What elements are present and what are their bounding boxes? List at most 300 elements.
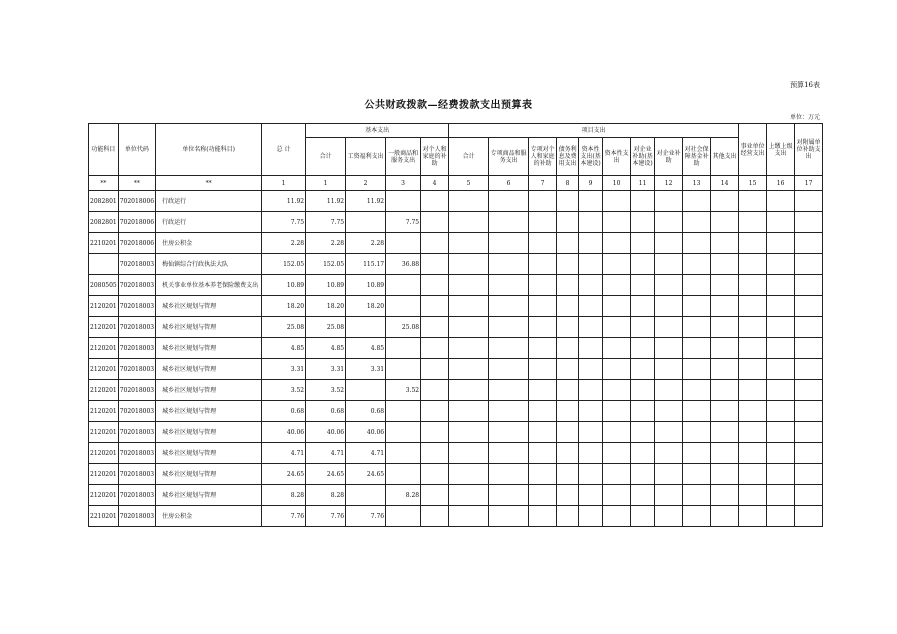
cell-name: 城乡社区规划与管理 (156, 317, 262, 338)
empty-cell (767, 275, 795, 296)
table-row (89, 506, 823, 527)
empty-cell (683, 464, 711, 485)
cell-personal (421, 401, 449, 422)
cell-total: 7.76 (262, 506, 306, 527)
cell-personal (421, 191, 449, 212)
table-row (89, 296, 823, 317)
empty-cell (631, 506, 655, 527)
cell-b_sum: 3.52 (306, 380, 346, 401)
empty-cell (557, 422, 579, 443)
empty-cell (631, 212, 655, 233)
cell-personal (421, 233, 449, 254)
cell-wage: 0.68 (346, 401, 386, 422)
empty-cell (739, 422, 767, 443)
empty-cell (557, 191, 579, 212)
empty-cell (711, 443, 739, 464)
empty-cell (603, 338, 631, 359)
empty-cell (579, 233, 603, 254)
cell-func: 2082801 (89, 212, 119, 233)
empty-cell (557, 380, 579, 401)
index-cell: ** (118, 176, 155, 191)
header-unit-name: 单位名称(功能科目) (156, 124, 262, 176)
header-project-personal: 专项对个人和家庭的补助 (529, 138, 557, 176)
index-cell: 11 (631, 176, 655, 191)
cell-goods (386, 191, 421, 212)
cell-func: 2120201 (89, 317, 119, 338)
empty-cell (683, 380, 711, 401)
cell-b_sum: 7.76 (306, 506, 346, 527)
cell-goods (386, 359, 421, 380)
empty-cell (739, 254, 767, 275)
header-project-debt: 债务利息及费用支出 (557, 138, 579, 176)
cell-code: 702018003 (118, 317, 155, 338)
cell-wage (346, 317, 386, 338)
empty-cell (603, 275, 631, 296)
empty-cell (683, 443, 711, 464)
index-cell: 1 (306, 176, 346, 191)
empty-cell (557, 296, 579, 317)
empty-cell (739, 380, 767, 401)
empty-cell (603, 506, 631, 527)
empty-cell (603, 359, 631, 380)
header-basic-goods: 一般商品和服务支出 (386, 138, 421, 176)
cell-goods: 3.52 (386, 380, 421, 401)
form-number: 预算16表 (790, 81, 820, 89)
empty-cell (489, 464, 529, 485)
empty-cell (449, 464, 489, 485)
empty-cell (683, 233, 711, 254)
empty-cell (489, 443, 529, 464)
cell-total: 25.08 (262, 317, 306, 338)
empty-cell (795, 380, 823, 401)
empty-cell (449, 233, 489, 254)
empty-cell (603, 443, 631, 464)
cell-b_sum: 18.20 (306, 296, 346, 317)
empty-cell (489, 212, 529, 233)
empty-cell (529, 422, 557, 443)
cell-name: 行政运行 (156, 191, 262, 212)
empty-cell (711, 359, 739, 380)
index-cell: ** (156, 176, 262, 191)
empty-cell (655, 191, 683, 212)
cell-func: 2120201 (89, 380, 119, 401)
cell-total: 2.28 (262, 233, 306, 254)
empty-cell (739, 464, 767, 485)
empty-cell (449, 191, 489, 212)
cell-wage (346, 380, 386, 401)
table-row (89, 317, 823, 338)
index-cell: 3 (386, 176, 421, 191)
empty-cell (683, 506, 711, 527)
empty-cell (529, 212, 557, 233)
index-cell: 2 (346, 176, 386, 191)
cell-goods (386, 401, 421, 422)
cell-total: 18.20 (262, 296, 306, 317)
cell-func: 2120201 (89, 443, 119, 464)
empty-cell (683, 485, 711, 506)
empty-cell (489, 422, 529, 443)
cell-b_sum: 24.65 (306, 464, 346, 485)
cell-personal (421, 380, 449, 401)
empty-cell (655, 506, 683, 527)
empty-cell (557, 359, 579, 380)
empty-cell (631, 275, 655, 296)
header-basic: 基本支出 (306, 124, 449, 138)
empty-cell (557, 443, 579, 464)
cell-personal (421, 422, 449, 443)
cell-total: 8.28 (262, 485, 306, 506)
header-upper: 上缴上级支出 (767, 124, 795, 176)
empty-cell (529, 401, 557, 422)
header-project-capital-build: 资本性支出(基本建设) (579, 138, 603, 176)
index-cell: 9 (579, 176, 603, 191)
empty-cell (557, 506, 579, 527)
empty-cell (489, 401, 529, 422)
empty-cell (767, 317, 795, 338)
header-basic-sum: 合计 (306, 138, 346, 176)
cell-b_sum: 152.05 (306, 254, 346, 275)
empty-cell (739, 359, 767, 380)
empty-cell (579, 485, 603, 506)
empty-cell (489, 191, 529, 212)
index-cell: ** (89, 176, 119, 191)
empty-cell (631, 254, 655, 275)
table-row (89, 422, 823, 443)
empty-cell (489, 275, 529, 296)
empty-cell (655, 338, 683, 359)
empty-cell (579, 338, 603, 359)
empty-cell (795, 296, 823, 317)
empty-cell (603, 464, 631, 485)
empty-cell (603, 254, 631, 275)
empty-cell (795, 401, 823, 422)
empty-cell (683, 359, 711, 380)
index-cell: 15 (739, 176, 767, 191)
empty-cell (711, 317, 739, 338)
empty-cell (579, 317, 603, 338)
cell-total: 152.05 (262, 254, 306, 275)
empty-cell (795, 233, 823, 254)
cell-func: 2210201 (89, 506, 119, 527)
table-row (89, 380, 823, 401)
cell-code: 702018003 (118, 338, 155, 359)
cell-total: 40.06 (262, 422, 306, 443)
cell-goods (386, 275, 421, 296)
cell-name: 城乡社区规划与管理 (156, 464, 262, 485)
cell-goods: 36.88 (386, 254, 421, 275)
empty-cell (557, 401, 579, 422)
header-project-ent: 对企业补助 (655, 138, 683, 176)
cell-code: 702018006 (118, 233, 155, 254)
empty-cell (739, 506, 767, 527)
empty-cell (655, 317, 683, 338)
empty-cell (529, 380, 557, 401)
empty-cell (739, 485, 767, 506)
cell-wage: 18.20 (346, 296, 386, 317)
cell-name: 梅仙镇综合行政执法大队 (156, 254, 262, 275)
empty-cell (683, 275, 711, 296)
empty-cell (579, 296, 603, 317)
empty-cell (603, 317, 631, 338)
empty-cell (449, 485, 489, 506)
empty-cell (739, 191, 767, 212)
cell-func: 2120201 (89, 485, 119, 506)
empty-cell (767, 422, 795, 443)
empty-cell (529, 359, 557, 380)
cell-personal (421, 485, 449, 506)
header-project-social: 对社会保障基金补助 (683, 138, 711, 176)
empty-cell (557, 317, 579, 338)
index-row (89, 176, 823, 191)
empty-cell (683, 191, 711, 212)
cell-name: 机关事业单位基本养老保险缴费支出 (156, 275, 262, 296)
empty-cell (579, 254, 603, 275)
empty-cell (449, 212, 489, 233)
cell-wage: 11.92 (346, 191, 386, 212)
empty-cell (449, 506, 489, 527)
empty-cell (795, 212, 823, 233)
empty-cell (603, 296, 631, 317)
table-row (89, 359, 823, 380)
cell-personal (421, 212, 449, 233)
empty-cell (683, 317, 711, 338)
cell-wage: 24.65 (346, 464, 386, 485)
empty-cell (795, 338, 823, 359)
cell-name: 城乡社区规划与管理 (156, 380, 262, 401)
empty-cell (557, 254, 579, 275)
cell-personal (421, 275, 449, 296)
empty-cell (683, 401, 711, 422)
empty-cell (631, 464, 655, 485)
cell-func (89, 254, 119, 275)
empty-cell (449, 401, 489, 422)
empty-cell (529, 485, 557, 506)
cell-wage: 40.06 (346, 422, 386, 443)
empty-cell (711, 254, 739, 275)
table-row (89, 233, 823, 254)
cell-total: 24.65 (262, 464, 306, 485)
cell-personal (421, 254, 449, 275)
cell-b_sum: 8.28 (306, 485, 346, 506)
empty-cell (449, 422, 489, 443)
cell-name: 城乡社区规划与管理 (156, 401, 262, 422)
cell-wage: 4.85 (346, 338, 386, 359)
empty-cell (767, 380, 795, 401)
header-project-sum: 合计 (449, 138, 489, 176)
empty-cell (579, 359, 603, 380)
empty-cell (767, 401, 795, 422)
empty-cell (449, 443, 489, 464)
cell-b_sum: 2.28 (306, 233, 346, 254)
header-sub: 对附属单位补助支出 (795, 124, 823, 176)
budget-table (88, 123, 823, 527)
cell-func: 2120201 (89, 296, 119, 317)
empty-cell (557, 212, 579, 233)
cell-wage: 2.28 (346, 233, 386, 254)
empty-cell (655, 443, 683, 464)
empty-cell (655, 422, 683, 443)
cell-b_sum: 4.71 (306, 443, 346, 464)
cell-wage: 10.89 (346, 275, 386, 296)
empty-cell (529, 191, 557, 212)
cell-name: 城乡社区规划与管理 (156, 359, 262, 380)
cell-goods: 25.08 (386, 317, 421, 338)
table-row (89, 254, 823, 275)
empty-cell (631, 338, 655, 359)
cell-code: 702018003 (118, 422, 155, 443)
empty-cell (489, 338, 529, 359)
table-row (89, 485, 823, 506)
empty-cell (631, 296, 655, 317)
cell-wage (346, 212, 386, 233)
empty-cell (631, 443, 655, 464)
cell-code: 702018006 (118, 212, 155, 233)
index-cell: 8 (557, 176, 579, 191)
index-cell: 5 (449, 176, 489, 191)
cell-func: 2120201 (89, 359, 119, 380)
empty-cell (579, 443, 603, 464)
cell-personal (421, 359, 449, 380)
empty-cell (489, 317, 529, 338)
empty-cell (557, 275, 579, 296)
index-cell: 14 (711, 176, 739, 191)
empty-cell (631, 191, 655, 212)
empty-cell (655, 485, 683, 506)
empty-cell (795, 275, 823, 296)
empty-cell (579, 212, 603, 233)
empty-cell (795, 443, 823, 464)
cell-name: 城乡社区规划与管理 (156, 338, 262, 359)
empty-cell (631, 422, 655, 443)
empty-cell (711, 464, 739, 485)
empty-cell (489, 359, 529, 380)
empty-cell (795, 506, 823, 527)
empty-cell (489, 506, 529, 527)
empty-cell (655, 212, 683, 233)
empty-cell (489, 233, 529, 254)
empty-cell (739, 275, 767, 296)
empty-cell (711, 191, 739, 212)
empty-cell (579, 506, 603, 527)
empty-cell (795, 464, 823, 485)
empty-cell (557, 464, 579, 485)
empty-cell (529, 296, 557, 317)
empty-cell (579, 401, 603, 422)
cell-personal (421, 317, 449, 338)
header-project-capital: 资本性支出 (603, 138, 631, 176)
cell-code: 702018003 (118, 506, 155, 527)
empty-cell (449, 317, 489, 338)
empty-cell (767, 485, 795, 506)
empty-cell (767, 254, 795, 275)
cell-total: 3.52 (262, 380, 306, 401)
cell-func: 2080505 (89, 275, 119, 296)
empty-cell (529, 338, 557, 359)
empty-cell (655, 233, 683, 254)
index-cell: 6 (489, 176, 529, 191)
empty-cell (449, 275, 489, 296)
cell-name: 城乡社区规划与管理 (156, 485, 262, 506)
index-cell: 7 (529, 176, 557, 191)
cell-personal (421, 443, 449, 464)
empty-cell (739, 233, 767, 254)
index-cell: 12 (655, 176, 683, 191)
empty-cell (795, 422, 823, 443)
cell-name: 城乡社区规划与管理 (156, 443, 262, 464)
empty-cell (767, 506, 795, 527)
unit-label: 单位：万元 (789, 114, 820, 121)
empty-cell (711, 338, 739, 359)
empty-cell (739, 443, 767, 464)
cell-func: 2210201 (89, 233, 119, 254)
empty-cell (489, 296, 529, 317)
cell-func: 2120201 (89, 401, 119, 422)
table-row (89, 443, 823, 464)
table-row (89, 191, 823, 212)
cell-func: 2120201 (89, 464, 119, 485)
cell-code: 702018003 (118, 254, 155, 275)
empty-cell (711, 233, 739, 254)
header-total: 总 计 (262, 124, 306, 176)
cell-wage: 7.76 (346, 506, 386, 527)
cell-wage: 115.17 (346, 254, 386, 275)
empty-cell (683, 212, 711, 233)
cell-goods: 8.28 (386, 485, 421, 506)
empty-cell (711, 401, 739, 422)
cell-name: 住房公积金 (156, 233, 262, 254)
empty-cell (557, 233, 579, 254)
empty-cell (579, 380, 603, 401)
empty-cell (603, 380, 631, 401)
header-func: 功能科目 (89, 124, 119, 176)
empty-cell (711, 212, 739, 233)
empty-cell (557, 485, 579, 506)
cell-code: 702018003 (118, 359, 155, 380)
empty-cell (767, 212, 795, 233)
empty-cell (603, 485, 631, 506)
empty-cell (655, 380, 683, 401)
cell-total: 7.75 (262, 212, 306, 233)
empty-cell (795, 254, 823, 275)
cell-total: 3.31 (262, 359, 306, 380)
table-row (89, 338, 823, 359)
empty-cell (711, 485, 739, 506)
empty-cell (683, 422, 711, 443)
empty-cell (449, 359, 489, 380)
cell-code: 702018006 (118, 191, 155, 212)
index-cell: 1 (262, 176, 306, 191)
cell-name: 行政运行 (156, 212, 262, 233)
cell-b_sum: 10.89 (306, 275, 346, 296)
cell-wage (346, 485, 386, 506)
empty-cell (739, 317, 767, 338)
empty-cell (489, 485, 529, 506)
empty-cell (739, 338, 767, 359)
empty-cell (579, 191, 603, 212)
empty-cell (489, 254, 529, 275)
cell-name: 住房公积金 (156, 506, 262, 527)
empty-cell (631, 485, 655, 506)
empty-cell (529, 254, 557, 275)
empty-cell (449, 380, 489, 401)
header-project-ent-build: 对企业补助(基本建设) (631, 138, 655, 176)
empty-cell (655, 254, 683, 275)
empty-cell (603, 212, 631, 233)
empty-cell (631, 401, 655, 422)
cell-b_sum: 25.08 (306, 317, 346, 338)
empty-cell (655, 401, 683, 422)
cell-b_sum: 4.85 (306, 338, 346, 359)
